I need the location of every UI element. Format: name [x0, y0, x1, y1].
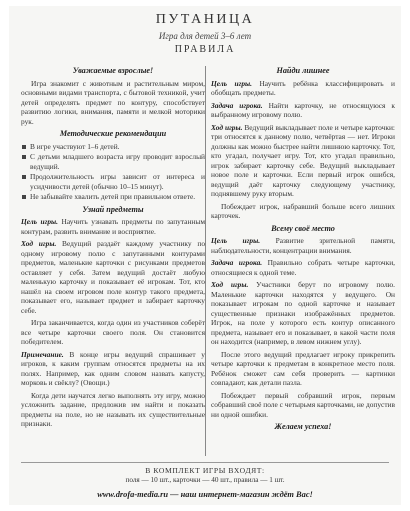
place-paragraph-3: Побеждает первый собравший игрок, первым собравший своё поле с четырьмя карточками, не допустив ни одной ошибки.: [211, 390, 395, 419]
extra-heading: Найди лишнее: [276, 66, 330, 75]
extra-move-label: Ход игры.: [211, 122, 243, 132]
intro-paragraph: Игра знакомит с животным и растительным миром, основными видами транспорта, с бытовой техникой, учит детей определять предмет по контуру, способствует развитию логики, внимания, памяти и мелкой моторики рук.: [21, 78, 205, 126]
greeting-heading: Уважаемые взрослые!: [72, 66, 154, 75]
place-task: [211, 258, 395, 277]
kit-items: поля — 10 шт., карточки — 40 шт., правила — 1 шт.: [125, 476, 285, 484]
place-task-label: Задача игрока.: [211, 258, 263, 267]
footer: [9, 466, 401, 499]
age-subtitle: Игра для детей 3–6 лет: [158, 31, 252, 41]
place-paragraph-2: После этого ведущий предлагает игроку прикрепить четыре карточки к предметам в конкретное место поля. Ребёнок сможет сам себя проверить — картинки совпадают, как детали пазла.: [211, 349, 395, 387]
place-move: [211, 280, 395, 347]
place-goal-label: Цель игры.: [211, 236, 261, 245]
game-title: ПУТАНИЦА: [155, 12, 255, 27]
note-label: Примечание.: [21, 349, 64, 359]
method-item: Не забывайте хвалить детей при правильном ответе.: [21, 192, 205, 202]
place-task-text: Правильно собрать четыре карточки, относящиеся к одной теме.: [211, 258, 396, 277]
guess-heading: Узнай предметы: [82, 204, 144, 214]
place-move-label: Ход игры.: [211, 280, 249, 289]
wish-text: Желаем успеха!: [274, 422, 332, 431]
place-goal-text: Развитие зрительной памяти, наблюдательности, концентрации внимания.: [211, 236, 396, 255]
guess-note: [21, 350, 205, 388]
extra-move-text: Ведущий выкладывает поле и четыре карточки: три относятся к данному полю, четвёртая — нет. Игроки должны как можно быстрее найти лишнюю карточку. Тот, кто угадал, получает игру. Тот, кто угадал правильно, игрок забирает карточку себе. Ведущий выкладывает новое поле и карточки. Если первый игрок ошибся, ведущий даёт карточку следующему участнику, поднявшему руку вторым.: [211, 122, 395, 198]
method-item: В игре участвуют 1–6 детей.: [21, 142, 205, 152]
footer-rule: [21, 462, 389, 463]
rules-sheet: [9, 6, 401, 505]
place-move-text: Участники берут по игровому полю. Маленькие карточки находятся у ведущего. Он показывает игрокам по одной карточке и называет существенные признаки изображённых предметов. Игрок, на поле у которого есть контур описанного предмета, называет его и показывает, в какой части поля он находится (например, в левом нижнем углу).: [211, 280, 396, 346]
guess-move-text: Ведущий раздаёт каждому участнику по одному игровому полю с запутанными контурами предметов, маленькие карточки с рисунками предметов оставляет у себя. Затем ведущий достаёт любую маленькую карточку и показывает её игрокам. Тот, кто нашёл на своем игровом поле контур такого предмета, показывает его, называет предмет и забирает карточку себе.: [21, 239, 206, 315]
extra-task: [211, 101, 395, 120]
extra-task-text: Найти карточку, не относящуюся к выбранному игровому полю.: [211, 100, 395, 119]
place-goal: [211, 236, 395, 255]
column-divider: [205, 66, 206, 456]
extra-paragraph-2: Побеждает игрок, набравший больше всего лишних карточек.: [211, 201, 395, 220]
extra-task-label: Задача игрока.: [211, 100, 263, 110]
guess-goal-text: Научить узнавать предметы по запутанным контурам, развить внимание и восприятие.: [21, 217, 205, 236]
method-item: С детьми младшего возраста игру проводит взрослый ведущий.: [21, 152, 205, 171]
guess-goal-label: Цель игры.: [21, 217, 59, 226]
guess-move-label: Ход игры.: [21, 239, 57, 248]
left-column: [21, 66, 205, 432]
extra-goal-label: Цель игры.: [211, 78, 252, 88]
extra-goal-text: Научить ребёнка классифицировать и обобщать предметы.: [211, 78, 395, 97]
right-column: [211, 66, 395, 435]
extra-goal: [211, 79, 395, 98]
guess-paragraph-2: Игра заканчивается, когда один из участников соберёт все четыре карточки своего поля. Он становится победителем.: [21, 318, 205, 346]
note-text: В конце игры ведущий спрашивает у игроков, к каким группам относятся предметы на их полях. Например, как одним словом назвать капусту, морковь и свёклу? (Овощи.): [21, 349, 205, 387]
extra-move: [211, 123, 395, 199]
guess-move: [21, 239, 205, 315]
guess-paragraph-3: Когда дети научатся легко выполнять эту игру, можно усложнить задание, предложив им найти и показать предметы на поле, но не называть их существительные признаки.: [21, 390, 205, 428]
place-heading: Всему своё место: [271, 223, 335, 233]
rules-heading: ПРАВИЛА: [174, 44, 236, 55]
method-list: [21, 142, 205, 202]
guess-goal: [21, 217, 205, 236]
method-item: Продолжительность игры зависит от интереса и усидчивости детей (обычно 10–15 минут).: [21, 172, 205, 191]
kit-heading: В КОМПЛЕКТ ИГРЫ ВХОДЯТ:: [145, 466, 265, 475]
method-heading: Методические рекомендации: [59, 129, 167, 138]
website-link[interactable]: www.drofa-media.ru — наш интернет-магазин ждёт Вас!: [97, 490, 313, 499]
